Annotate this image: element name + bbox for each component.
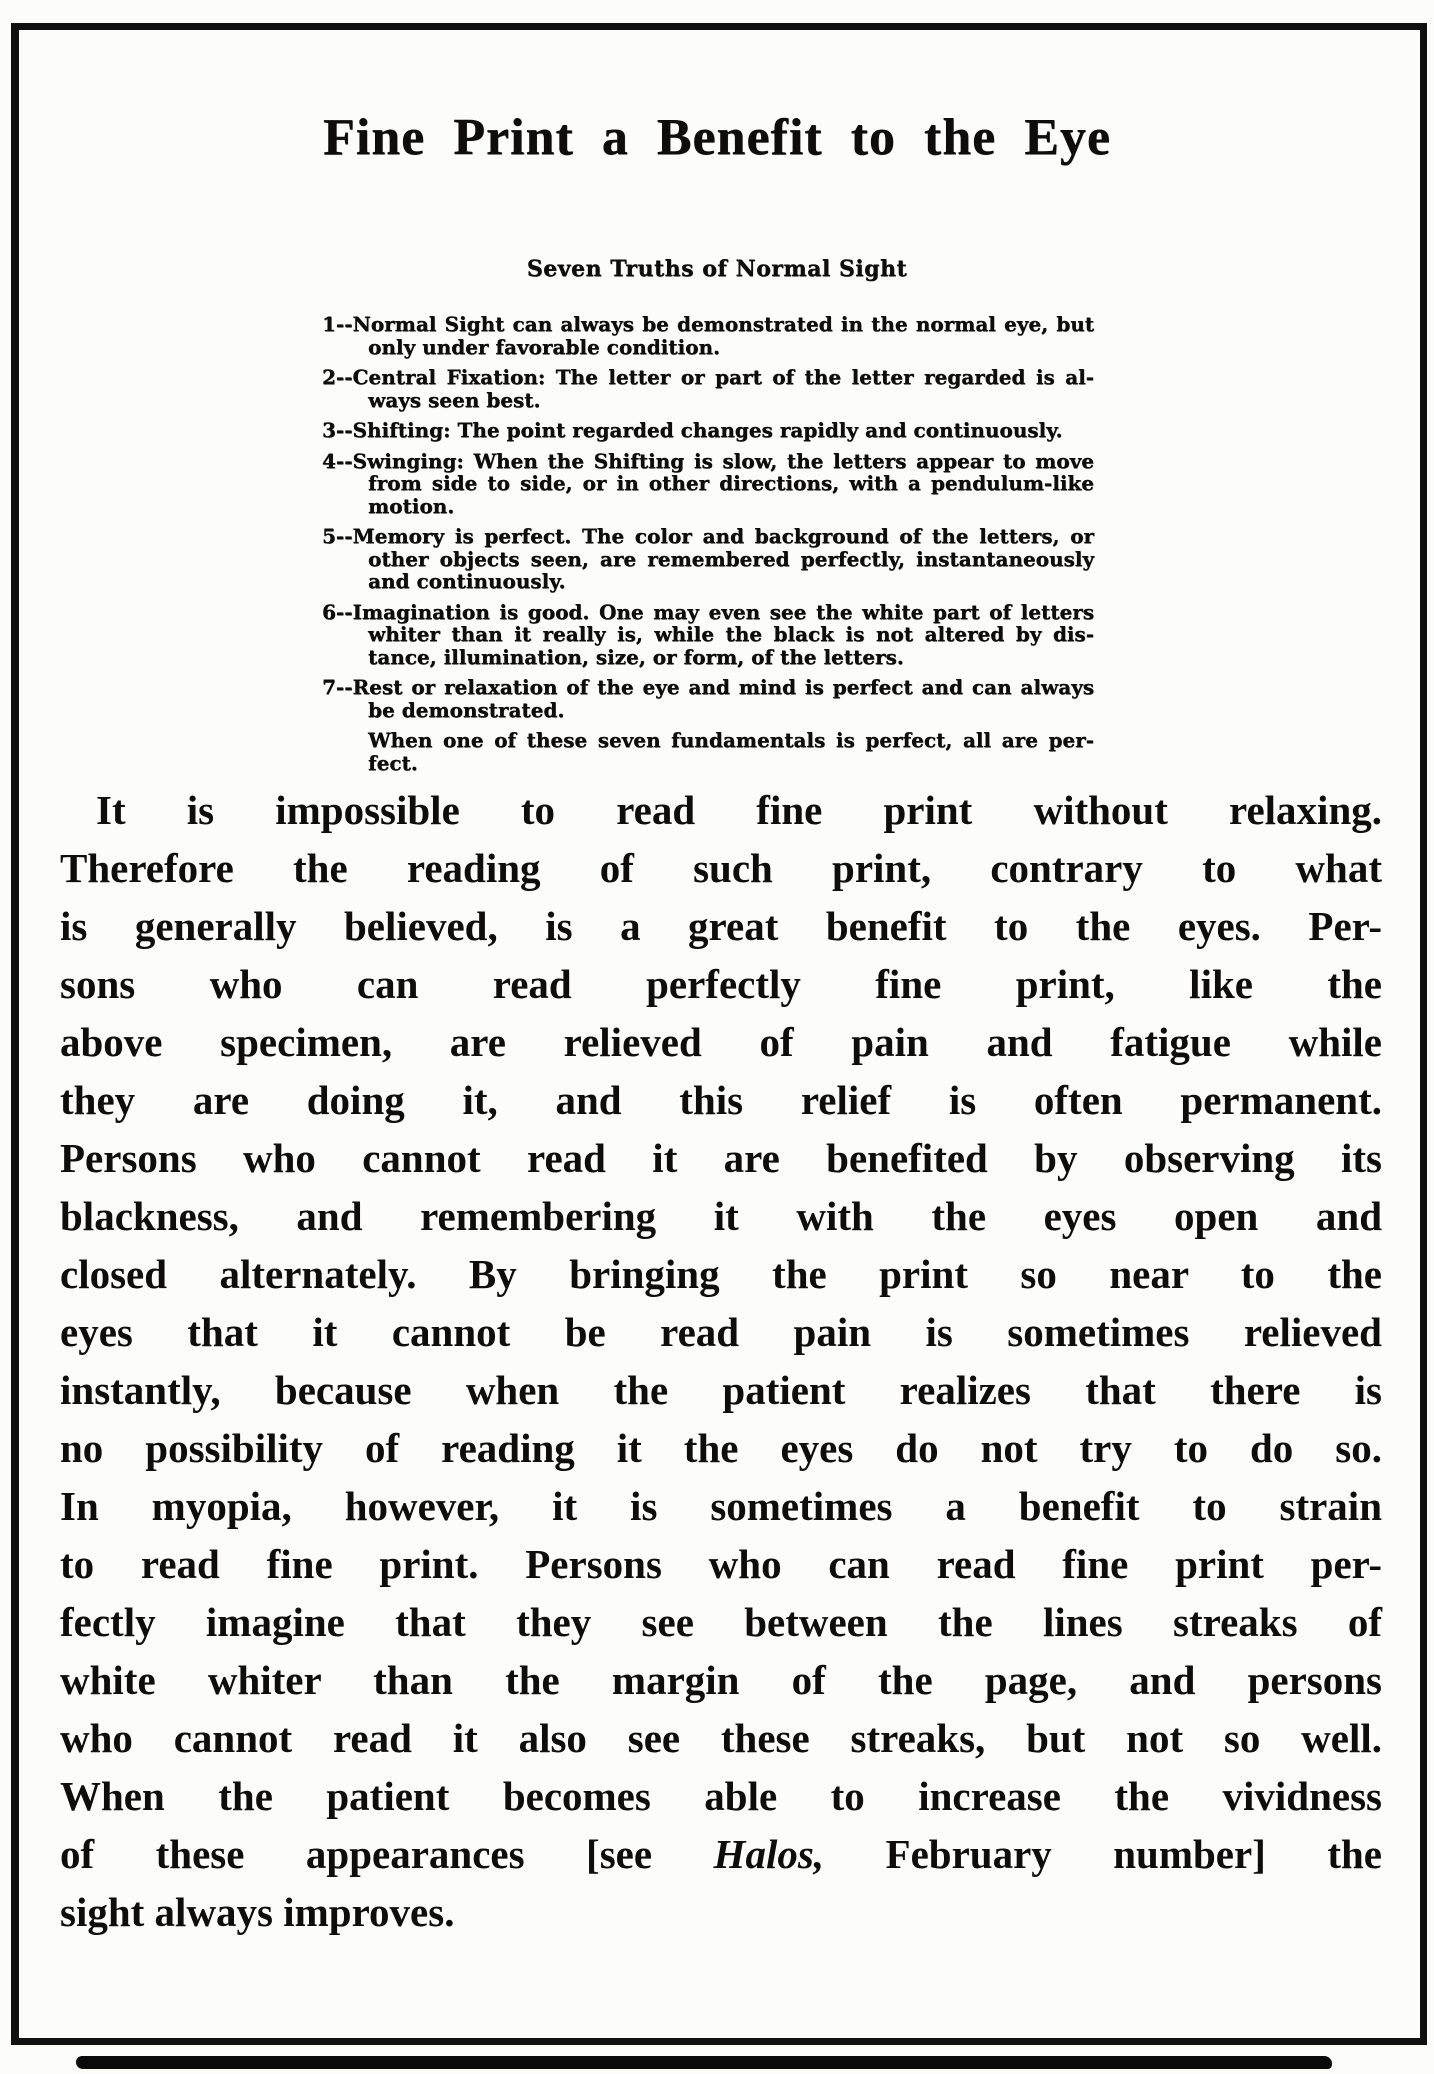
body-paragraph [60, 781, 1382, 1941]
body-line: to read fine print. Persons who can read fine print per- [60, 1541, 1382, 1587]
truth-line: 1--Normal Sight can always be demonstrated in the normal eye, but [322, 312, 1094, 336]
body-line: instantly, because when the patient realizes that there is [60, 1367, 1382, 1413]
truth-line: 4--Swinging: When the Shifting is slow, the letters appear to move [322, 448, 1094, 473]
truth-line: 6--Imagination is good. One may even see the white part of letters [322, 599, 1094, 624]
truth-line: 7--Rest or relaxation of the eye and mind is perfect and can always [322, 675, 1094, 699]
body-line: fectly imagine that they see between the lines streaks of [60, 1599, 1382, 1645]
truths-footer-line: When one of these seven fundamentals is perfect, all are per- [368, 728, 1094, 752]
truth-line: other objects seen, are remembered perfectly, instantaneously [368, 546, 1094, 571]
truth-item-3 [322, 419, 1094, 442]
truth-line: only under favorable condition. [368, 334, 720, 359]
body-line: Therefore the reading of such print, contrary to what [60, 845, 1382, 891]
truth-line: 5--Memory is perfect. The color and background of the letters, or [322, 524, 1094, 548]
halos-italic: Halos, [713, 1831, 825, 1877]
truths-footer [322, 729, 1094, 774]
body-line: is generally believed, is a great benefit to the eyes. Per- [60, 903, 1382, 949]
body-line: blackness, and remembering it with the eyes open and [60, 1193, 1382, 1239]
truth-line: motion. [368, 493, 455, 518]
truth-item-6 [322, 601, 1094, 669]
truth-item-1 [322, 313, 1094, 358]
body-line: white whiter than the margin of the page, and persons [60, 1657, 1382, 1703]
body-line: eyes that it cannot be read pain is sometimes relieved [60, 1309, 1382, 1355]
truth-line: whiter than it really is, while the black is not altered by dis- [368, 622, 1094, 646]
truth-item-7 [322, 676, 1094, 721]
halos-after: February number] the [824, 1831, 1382, 1877]
body-line: above specimen, are relieved of pain and fatigue while [60, 1019, 1382, 1065]
truths-footer-line: fect. [368, 750, 418, 775]
body-line: closed alternately. By bringing the print so near to the [60, 1251, 1382, 1297]
body-line: When the patient becomes able to increase the vividness [60, 1773, 1382, 1819]
truth-line: from side to side, or in other directions, with a pendulum-like [368, 471, 1094, 495]
body-line: In myopia, however, it is sometimes a benefit to strain [60, 1483, 1382, 1529]
halos-before: of these appearances [see [60, 1831, 714, 1877]
article-title: Fine Print a Benefit to the Eye [323, 109, 1111, 166]
body-line-halos [60, 1825, 1382, 1883]
body-line: no possibility of reading it the eyes do not try to do so. [60, 1425, 1382, 1471]
body-line: they are doing it, and this relief is often permanent. [60, 1077, 1382, 1123]
truth-line: ways seen best. [368, 387, 541, 412]
body-line: who cannot read it also see these streaks, but not so well. [60, 1715, 1382, 1761]
truth-line: 3--Shifting: The point regarded changes rapidly and continuously. [322, 418, 1063, 442]
truth-item-5 [322, 525, 1094, 593]
body-line: sons who can read perfectly fine print, like the [60, 961, 1382, 1007]
body-line: Persons who cannot read it are benefited by observing its [60, 1135, 1382, 1181]
seven-truths-list [322, 313, 1094, 782]
truth-line: and continuously. [368, 569, 566, 593]
truth-line: 2--Central Fixation: The letter or part of the letter regarded is al- [322, 365, 1094, 389]
truth-line: be demonstrated. [368, 697, 565, 722]
body-line: It is impossible to read fine print without relaxing. [96, 787, 1382, 833]
truth-item-2 [322, 366, 1094, 411]
truth-line: tance, illumination, size, or form, of the letters. [368, 644, 904, 669]
truths-heading: Seven Truths of Normal Sight [526, 256, 908, 282]
body-line-last: sight always improves. [60, 1889, 455, 1935]
scan-edge-artifact [76, 2056, 1332, 2069]
truth-item-4 [322, 450, 1094, 518]
